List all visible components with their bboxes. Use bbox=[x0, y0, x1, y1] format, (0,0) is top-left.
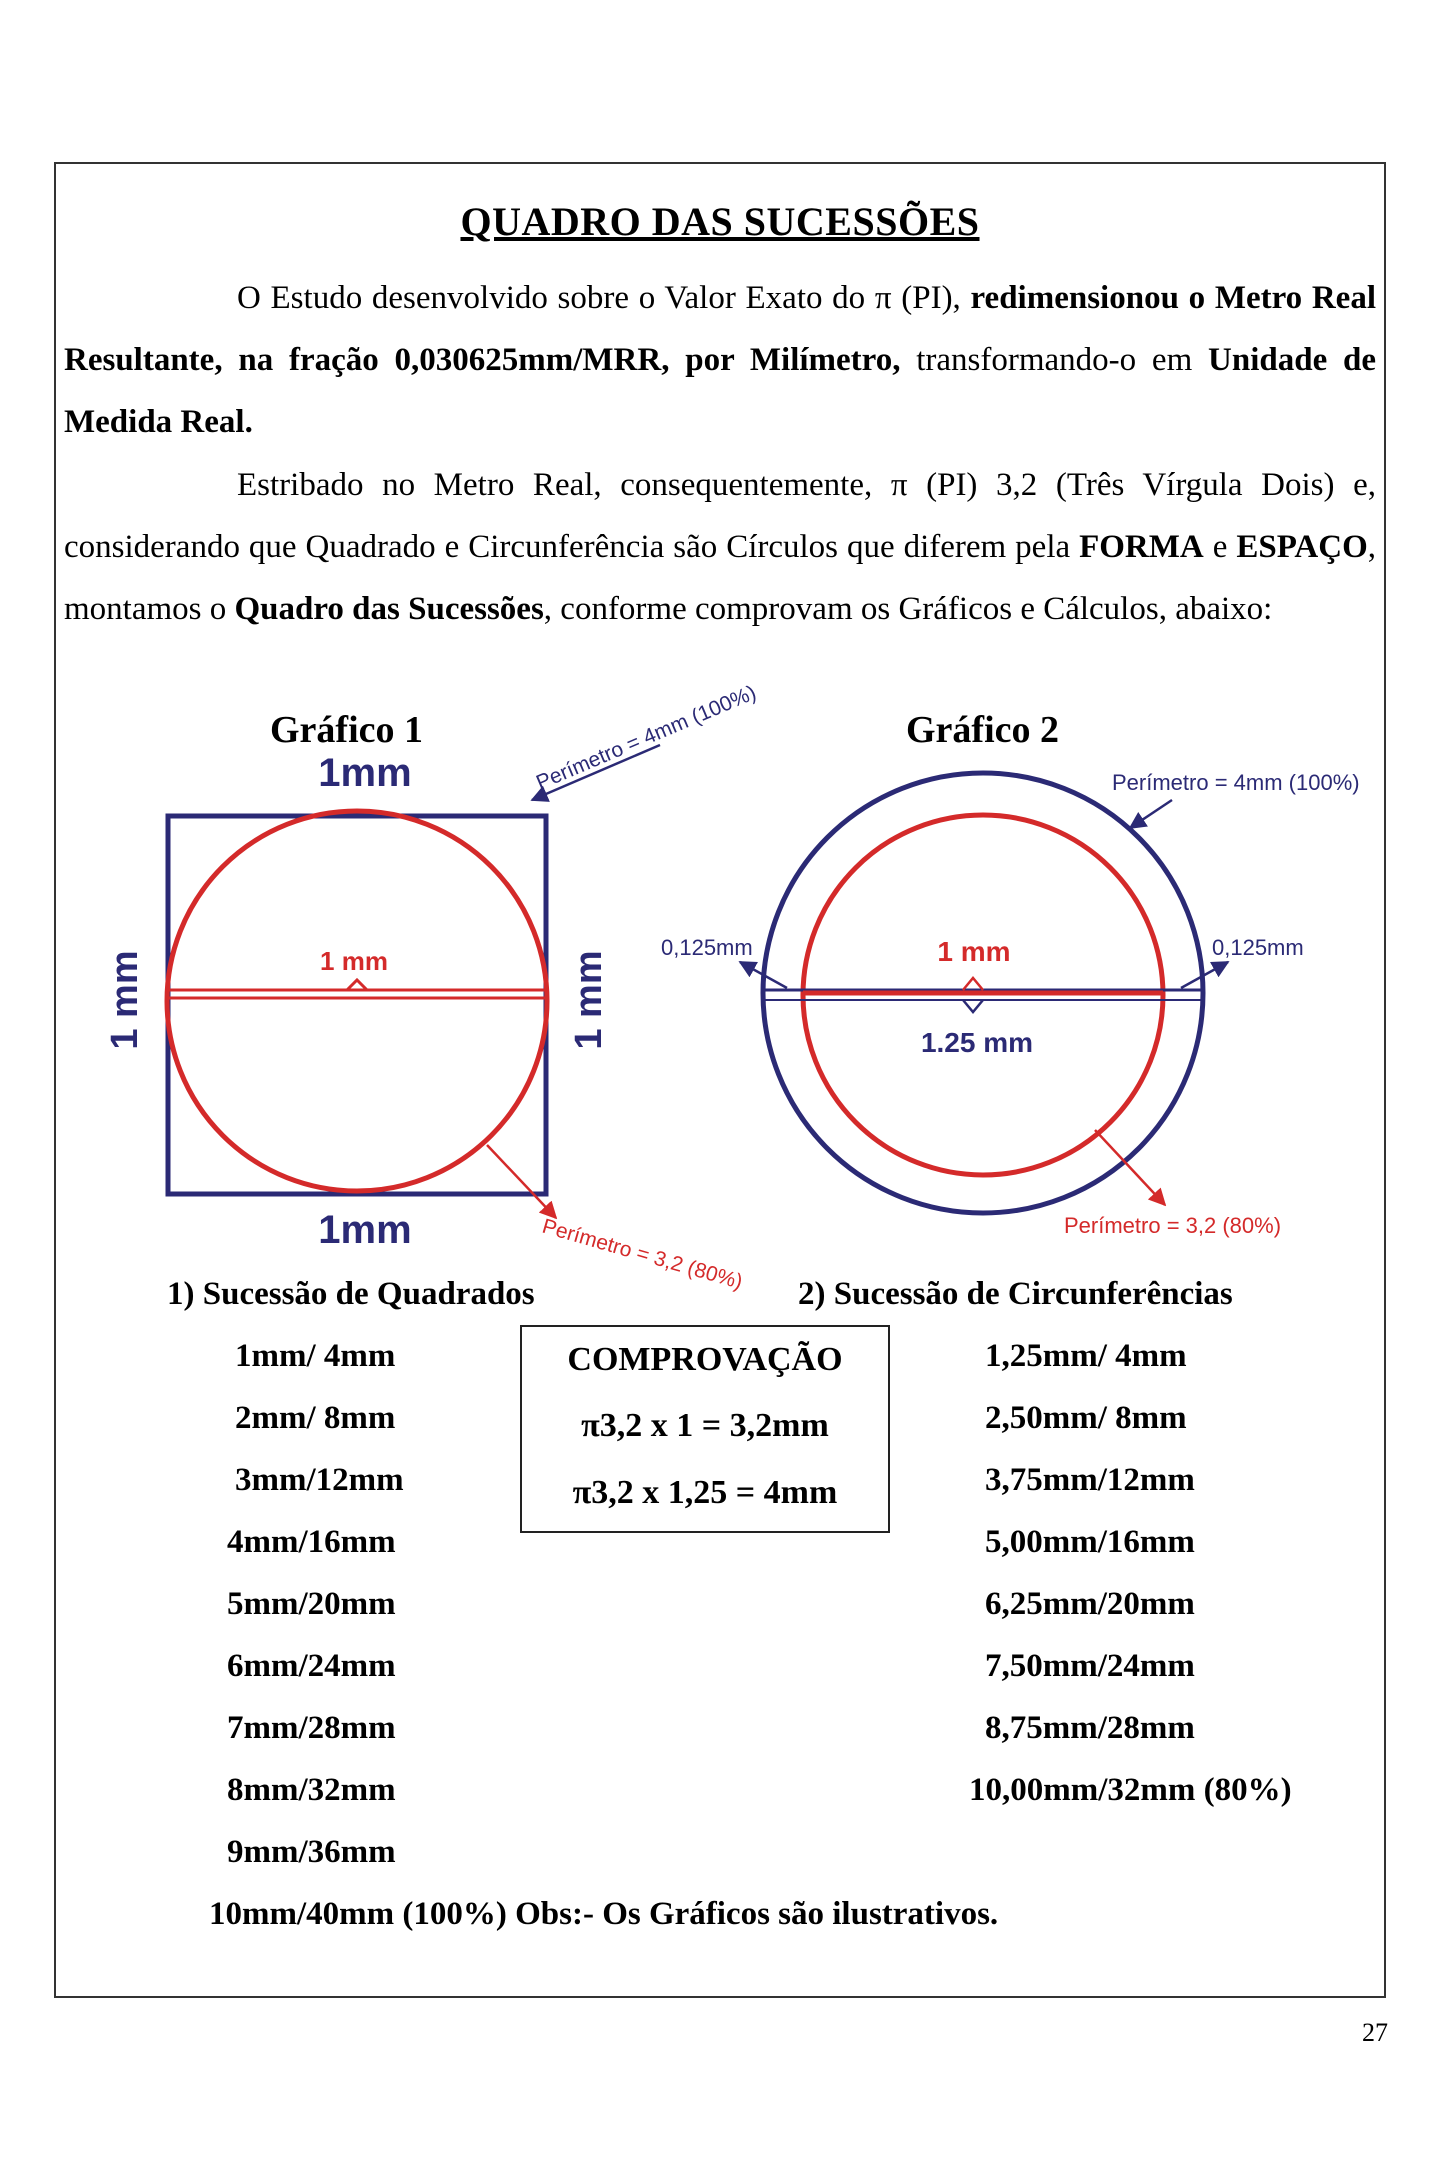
graph2-inner-diameter-label: 1 mm bbox=[937, 936, 1011, 967]
list-item: 7,50mm/24mm bbox=[985, 1648, 1195, 1684]
p2-bold-1: FORMA bbox=[1079, 529, 1204, 565]
list-item: 8,75mm/28mm bbox=[985, 1710, 1195, 1746]
graph1-circle bbox=[167, 811, 547, 1191]
graph1-square-perimeter: Perímetro = 4mm (100%) bbox=[532, 681, 760, 795]
list-item: 1,25mm/ 4mm bbox=[985, 1338, 1187, 1374]
graph2-inner-marker bbox=[963, 978, 983, 990]
graph1-right-label: 1 mm bbox=[568, 950, 610, 1050]
p1-bold-2: Unidade de Medida Real. bbox=[64, 342, 1376, 440]
list-item: 2mm/ 8mm bbox=[235, 1400, 396, 1436]
p2-bold-3: Quadro das Sucessões bbox=[234, 591, 544, 627]
list-item: 10,00mm/32mm (80%) bbox=[969, 1772, 1292, 1808]
proof-box bbox=[520, 1325, 890, 1533]
proof-heading: COMPROVAÇÃO bbox=[567, 1341, 843, 1378]
graph2-inner-perimeter-arrow bbox=[1095, 1130, 1165, 1205]
p2-text-3: , montamos o bbox=[64, 529, 1376, 627]
list-item: 9mm/36mm bbox=[227, 1834, 396, 1870]
proof-line-1: π3,2 x 1 = 3,2mm bbox=[581, 1407, 829, 1444]
graph2-title: Gráfico 2 bbox=[906, 709, 1060, 751]
page-title: QUADRO DAS SUCESSÕES bbox=[460, 199, 980, 244]
p1-text-2: transformando-o em bbox=[900, 342, 1209, 378]
graph1-title: Gráfico 1 bbox=[270, 709, 424, 751]
p1-bold-1: redimensionou o Metro Real Resultante, na fração 0,030625mm/MRR, por Milímetro, bbox=[64, 280, 1376, 378]
list-item: 6,25mm/20mm bbox=[985, 1586, 1195, 1622]
p2-text-2: e bbox=[1203, 529, 1237, 565]
list-item: 10mm/40mm (100%) Obs:- Os Gráficos são ilustrativos. bbox=[209, 1896, 999, 1932]
graph2-outer-marker bbox=[963, 1000, 983, 1012]
p2-text-1: Estribado no Metro Real, consequentemente, π (PI) 3,2 (Três Vírgula Dois) e, considerando que Quadrado e Circunferência são Círculos que diferem pela bbox=[64, 467, 1376, 565]
list-item: 5mm/20mm bbox=[227, 1586, 396, 1622]
graph1-bottom-label: 1mm bbox=[318, 1208, 412, 1252]
list-item: 2,50mm/ 8mm bbox=[985, 1400, 1187, 1436]
graph2-inner-perimeter: Perímetro = 3,2 (80%) bbox=[1064, 1213, 1282, 1238]
graph2-outer-diameter-label: 1.25 mm bbox=[920, 1027, 1034, 1058]
graph2-right-gap-label: 0,125mm bbox=[1212, 935, 1304, 960]
list-item: 6mm/24mm bbox=[227, 1648, 396, 1684]
graph2-outer-perimeter-arrow bbox=[1130, 800, 1172, 828]
list-item: 5,00mm/16mm bbox=[985, 1524, 1195, 1560]
graph1-diameter-label: 1 mm bbox=[320, 946, 388, 976]
list-item: 4mm/16mm bbox=[227, 1524, 396, 1560]
graph1-circle-perimeter: Perímetro = 3,2 (80%) bbox=[539, 1214, 746, 1294]
graph2-outer-perimeter: Perímetro = 4mm (100%) bbox=[1112, 770, 1360, 795]
list-item: 8mm/32mm bbox=[227, 1772, 396, 1808]
page-number: 27 bbox=[1362, 2018, 1388, 2047]
list-item: 7mm/28mm bbox=[227, 1710, 396, 1746]
proof-line-2: π3,2 x 1,25 = 4mm bbox=[572, 1474, 838, 1511]
list-item: 3mm/12mm bbox=[235, 1462, 404, 1498]
p1-text-1: O Estudo desenvolvido sobre o Valor Exato do π (PI), bbox=[237, 280, 971, 316]
circles-heading: 2) Sucessão de Circunferências bbox=[798, 1276, 1233, 1312]
graph1-left-label: 1 mm bbox=[104, 950, 146, 1050]
list-item: 3,75mm/12mm bbox=[985, 1462, 1195, 1498]
squares-heading: 1) Sucessão de Quadrados bbox=[167, 1276, 535, 1312]
p2-bold-2: ESPAÇO bbox=[1236, 529, 1368, 565]
list-item: 1mm/ 4mm bbox=[235, 1338, 396, 1374]
p2-text-4: , conforme comprovam os Gráficos e Cálculos, abaixo: bbox=[543, 591, 1273, 627]
graph1-top-label: 1mm bbox=[318, 751, 412, 795]
graph2-left-gap-label: 0,125mm bbox=[661, 935, 753, 960]
